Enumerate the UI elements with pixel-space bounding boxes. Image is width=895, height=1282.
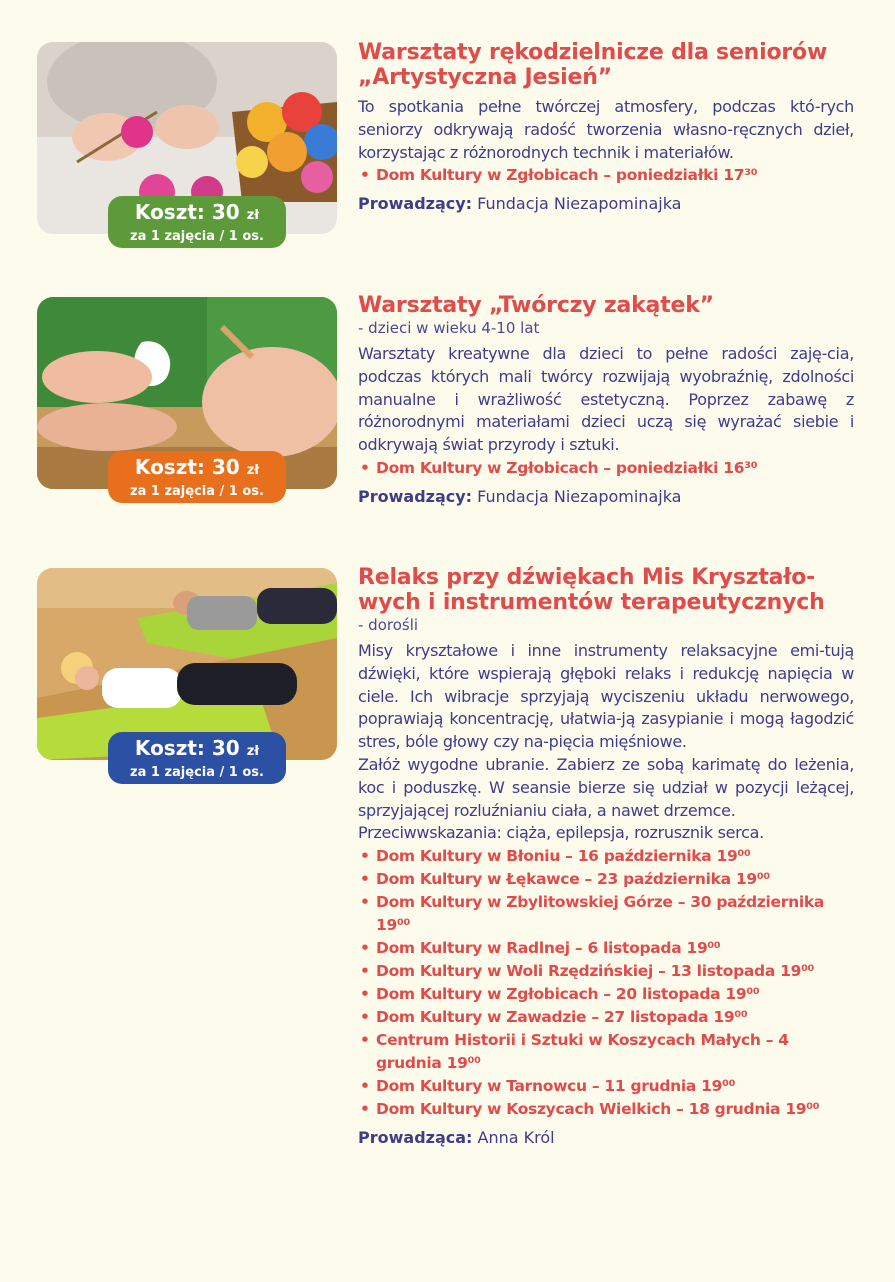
workshop-description-2: Załóż wygodne ubranie. Zabierz ze sobą karimatę do leżenia, koc i poduszkę. W seansie bierze się udział w pozycji leżącej, sprzyjającej rozluźnianiu ciała, a nawet drzemce. [358,754,854,820]
price-badge [108,196,286,248]
workshop-title [358,40,854,90]
leader-name: Fundacja Niezapominajka [477,194,682,214]
price-label: Koszt: 30 [134,455,240,479]
workshop-text [358,293,854,508]
location-item: • Dom Kultury w Zawadzie – 27 listopada 19⁰⁰ [358,1006,854,1029]
leader-name: Fundacja Niezapominajka [477,486,682,506]
leader-name: Anna Król [477,1128,555,1148]
location-list [358,164,854,187]
workshop-leader [358,1127,854,1149]
price-label: Koszt: 30 [134,736,240,760]
price-currency: zł [246,744,260,759]
location-item: • Dom Kultury w Zgłobicach – poniedziałki 17³⁰ [358,164,854,187]
title-line-1: Relaks przy dźwiękach Mis Kryształo- [358,565,816,590]
title-line-1: Warsztaty „Twórczy zakątek” [358,293,714,318]
workshop-description: To spotkania pełne twórczej atmosfery, podczas któ-rych seniorzy odkrywają radość tworzenia własno-ręcznych dzieł, korzystając z różnorodnych technik i materiałów. [358,97,854,162]
location-item: • Dom Kultury w Woli Rzędzińskiej – 13 listopada 19⁰⁰ [358,960,854,983]
leader-label: Prowadzący: [358,486,473,506]
location-item: • Dom Kultury w Radlnej – 6 listopada 19⁰⁰ [358,937,854,960]
workshop-text [358,565,854,1149]
workshop-leader [358,193,854,215]
location-item: • Dom Kultury w Łękawce – 23 października 19⁰⁰ [358,868,854,891]
price-currency: zł [246,463,260,478]
workshop-description: Warsztaty kreatywne dla dzieci to pełne radości zaję-cia, podczas których mali twórcy rozwijają wyobraźnię, zdolności manualne i wrażliwość estetyczną. Poprzez zabawę z różnorodnymi materiałami dzieci uczą się wyrażać siebie i odkrywają świat przyrody i sztuki. [358,344,854,455]
workshop-leader [358,486,854,508]
location-item: • Dom Kultury w Błoniu – 16 października 19⁰⁰ [358,845,854,868]
workshop-title [358,293,854,318]
location-list [358,845,854,1121]
price-badge [108,732,286,784]
workshop-description: Misy kryształowe i inne instrumenty relaksacyjne emi-tują dźwięki, które wspierają głęboki relaks i redukcję napięcia w ciele. Ich wibracje sprzyjają wyciszeniu układu nerwowego, poprawiają koncentrację, ułatwia-ją zasypianie i mogą łagodzić stres, bóle głowy czy na-pięcia mięśniowe. [358,641,854,752]
price-badge [108,451,286,503]
price-note: za 1 zajęcia / 1 os. [130,484,264,499]
location-item: • Dom Kultury w Zgłobicach – 20 listopada 19⁰⁰ [358,983,854,1006]
leader-label: Prowadzący: [358,194,473,214]
workshop-text [358,40,854,215]
workshop-title [358,565,854,615]
workshop-subtitle: - dzieci w wieku 4-10 lat [358,319,540,337]
location-item: • Dom Kultury w Tarnowcu – 11 grudnia 19⁰⁰ [358,1075,854,1098]
price-currency: zł [246,208,260,223]
title-line-1: Warsztaty rękodzielnicze dla seniorów [358,40,828,65]
location-item: • Centrum Historii i Sztuki w Koszycach Małych – 4 grudnia 19⁰⁰ [358,1029,854,1075]
leader-label: Prowadząca: [358,1128,473,1148]
workshop-subtitle: - dorośli [358,616,419,634]
location-list [358,457,854,480]
title-line-2: wych i instrumentów terapeutycznych [358,590,825,615]
location-item: • Dom Kultury w Koszycach Wielkich – 18 grudnia 19⁰⁰ [358,1098,854,1121]
price-note: za 1 zajęcia / 1 os. [130,765,264,780]
price-label: Koszt: 30 [134,200,240,224]
location-item: • Dom Kultury w Zbylitowskiej Górze – 30 października 19⁰⁰ [358,891,854,937]
title-line-2: „Artystyczna Jesień” [358,65,612,90]
contraindications: Przeciwwskazania: ciąża, epilepsja, rozrusznik serca. [358,823,764,843]
price-note: za 1 zajęcia / 1 os. [130,229,264,244]
location-item: • Dom Kultury w Zgłobicach – poniedziałki 16³⁰ [358,457,854,480]
